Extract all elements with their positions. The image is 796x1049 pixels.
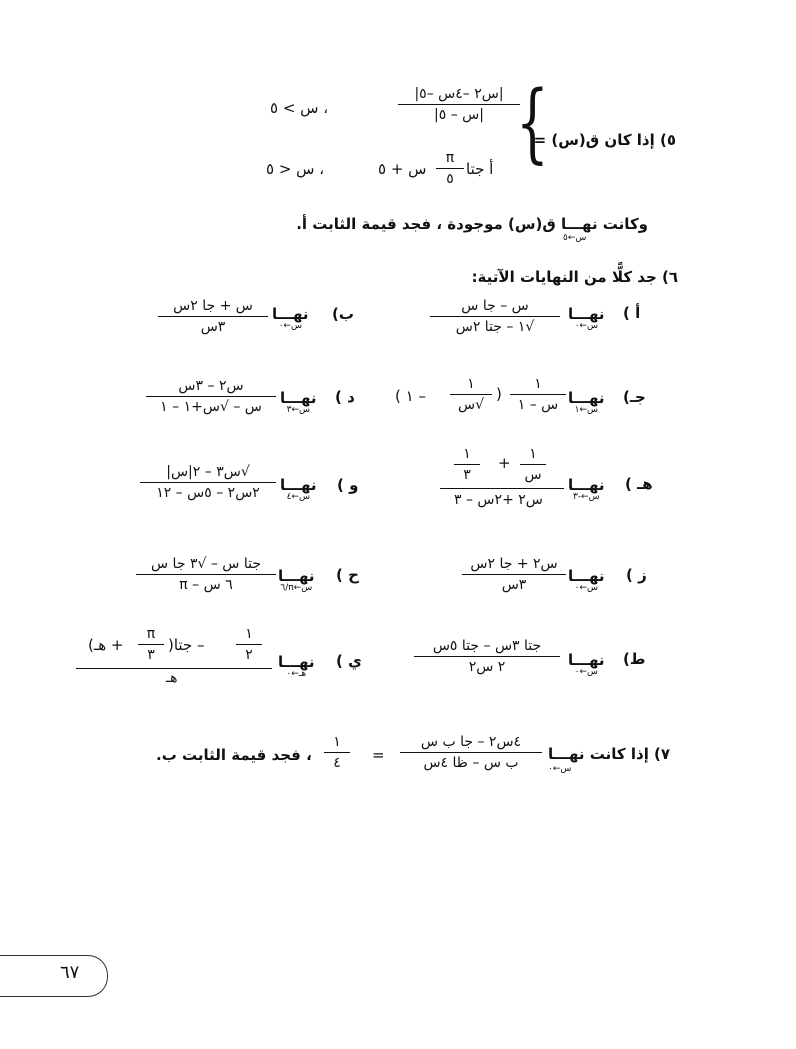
numerator: جتا س – √٣ جا س	[151, 556, 261, 572]
q6-j-letter: ي )	[336, 652, 362, 670]
q6-b-letter: ب)	[332, 305, 354, 323]
q6-e-letter: هـ )	[625, 475, 653, 493]
q6-e-limit: نهـــا س←-٣	[568, 476, 605, 502]
q6-e-num-frac-b	[454, 446, 480, 483]
numerator: ١	[534, 376, 542, 392]
q7-fraction	[400, 734, 542, 771]
q6-e-denominator: س٢ +٢س – ٣	[454, 492, 543, 508]
q6-c-letter: جـ)	[623, 388, 646, 406]
fraction-bar	[430, 316, 560, 317]
q6-a-fraction	[430, 298, 560, 335]
fraction-bar	[146, 396, 276, 397]
fraction-bar	[236, 644, 262, 645]
fraction-bar	[158, 316, 268, 317]
q6-g-fraction	[462, 556, 566, 593]
page-number: ٦٧	[60, 962, 80, 983]
q6-f-fraction	[140, 464, 276, 501]
q5-case1-numerator: |س٢ –٤س –٥|	[414, 86, 504, 102]
q6-d-letter: د )	[335, 388, 355, 406]
q6-c-paren: (	[496, 385, 502, 403]
q7-label: ٧) إذا كانت نهـــا	[548, 745, 671, 763]
numerator: س٢ – ٣س	[178, 378, 244, 394]
fraction-bar	[450, 394, 492, 395]
pi-symbol: π	[445, 150, 455, 166]
numerator: جتا ٣س – جتا ٥س	[432, 638, 542, 654]
fraction-bar	[76, 668, 272, 669]
fraction-bar	[138, 644, 164, 645]
q5-line2-subscript: س←٥	[563, 233, 587, 243]
q6-h-fraction	[136, 556, 276, 593]
page-number-tab	[0, 955, 108, 997]
fraction-bar	[520, 464, 546, 465]
numerator: س – جا س	[461, 298, 529, 314]
numerator: ١	[463, 446, 471, 462]
q6-e-fraction	[440, 446, 564, 506]
q6-d-fraction	[146, 378, 276, 415]
q6-j-half-frac	[236, 626, 262, 663]
q6-j-fraction	[76, 624, 272, 686]
fraction-bar	[510, 394, 566, 395]
q6-c-limit: نهـــا س←١	[568, 389, 605, 415]
denominator: ٢	[245, 647, 253, 663]
q7-tail: ، فجد قيمة الثابت ب.	[156, 746, 312, 764]
q7-equals: =	[372, 746, 385, 764]
q6-c-fraction2	[450, 376, 492, 413]
q6-label: ٦) جد كلًّا من النهايات الآتية:	[471, 268, 678, 286]
q7-rhs-fraction	[324, 734, 350, 771]
q6-h-limit: نهـــا س←π/٦	[278, 567, 315, 593]
fraction-bar	[436, 168, 464, 169]
numerator: √س٣ – ٢|س|	[166, 464, 250, 480]
q6-i-fraction	[414, 638, 560, 675]
q6-f-letter: و )	[337, 476, 359, 494]
fraction-bar	[440, 488, 564, 489]
numerator: ١	[529, 446, 537, 462]
q6-g-letter: ز )	[626, 566, 647, 584]
q6-d-limit: نهـــا س←٣	[280, 389, 317, 415]
denominator: ٣	[147, 647, 155, 663]
q7-subscript: س←٠	[548, 764, 572, 774]
numerator: س + جا ٢س	[173, 298, 253, 314]
q6-c-tail: – ١ )	[395, 387, 426, 405]
q6-f-limit: نهـــا س←٤	[280, 476, 317, 502]
q5-line2: وكانت نهـــا ق(س) موجودة ، فجد قيمة الثابت أ.	[296, 215, 648, 233]
denominator: √١ – جتا ٢س	[455, 319, 535, 335]
q5-case2-fraction	[436, 150, 464, 187]
plus-sign: +	[498, 454, 511, 472]
q5-case2-prefix: أ جتا	[466, 160, 494, 178]
numerator: ٤س٢ – جا ب س	[420, 734, 522, 750]
q5-case1-fraction	[398, 86, 520, 123]
denominator: ٣س	[501, 577, 527, 593]
denominator: √س	[458, 397, 485, 413]
q6-j-pi-frac	[138, 626, 164, 663]
q6-e-num-frac-a	[520, 446, 546, 483]
fraction-bar	[136, 574, 276, 575]
fraction-bar	[324, 752, 350, 753]
q5-case1-condition: ، س > ٥	[270, 99, 329, 117]
q6-a-letter: أ )	[623, 304, 641, 322]
q6-j-denominator: هـ	[166, 670, 178, 686]
numerator: ١	[467, 376, 475, 392]
numerator: ١	[245, 626, 253, 642]
q5-case2-frac-den: ٥	[446, 171, 454, 187]
denominator: ٣س	[200, 319, 226, 335]
denominator: ٣	[463, 467, 471, 483]
q6-h-letter: ح )	[336, 566, 359, 584]
q5-case2-condition: ، س < ٥	[266, 160, 325, 178]
fraction-bar	[462, 574, 566, 575]
denominator: س	[524, 467, 542, 483]
denominator: س – √س+١ – ١	[160, 399, 262, 415]
q6-b-limit: نهـــا س←٠	[272, 305, 309, 331]
denominator: ٢ س٢	[468, 659, 506, 675]
denominator: ب س – ظا ٤س	[423, 755, 519, 771]
q6-i-limit: نهـــا س←٠	[568, 651, 605, 677]
q6-b-fraction	[158, 298, 268, 335]
q6-a-limit: نهـــا س←٠	[568, 305, 605, 331]
q6-c-fraction1	[510, 376, 566, 413]
denominator: س – ١	[517, 397, 559, 413]
left-brace: {	[515, 73, 549, 173]
fraction-bar	[398, 104, 520, 105]
fraction-bar	[414, 656, 560, 657]
denominator: ٢س٢ – ٥س – ١٢	[156, 485, 260, 501]
q5-label: ٥) إذا كان ق(س) =	[533, 131, 676, 149]
q6-j-num-right: + هـ)	[88, 636, 124, 654]
q5-case1-denominator: |س – ٥|	[434, 107, 484, 123]
denominator: ٦ س – π	[179, 577, 233, 593]
q6-j-limit: نهـــا هـ←٠	[278, 653, 315, 679]
numerator: ١	[333, 734, 341, 750]
q6-i-letter: ط)	[623, 650, 646, 668]
fraction-bar	[140, 482, 276, 483]
fraction-bar	[400, 752, 542, 753]
q5-case2-suffix: س + ٥	[378, 160, 427, 178]
q6-j-num-mid: – جتا(	[168, 636, 205, 654]
fraction-bar	[454, 464, 480, 465]
numerator: س٢ + جا ٢س	[470, 556, 558, 572]
pi-symbol: π	[146, 626, 156, 642]
denominator: ٤	[333, 755, 341, 771]
q6-g-limit: نهـــا س←٠	[568, 567, 605, 593]
